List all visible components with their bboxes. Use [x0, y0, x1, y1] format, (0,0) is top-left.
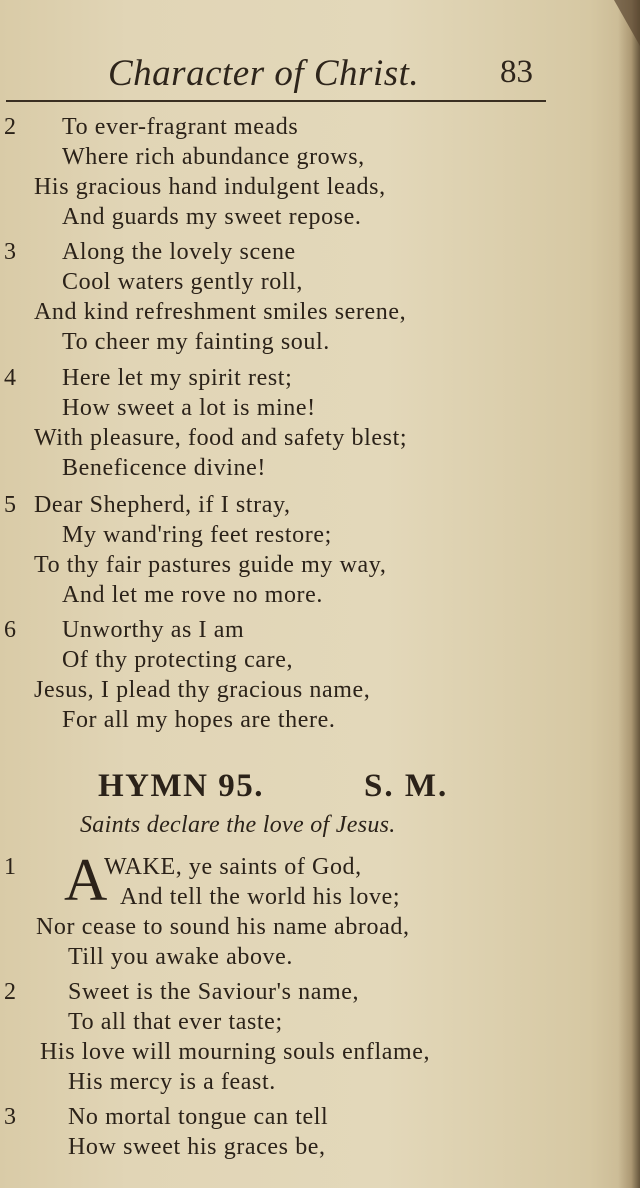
verse-line: And guards my sweet repose.	[62, 204, 362, 230]
stanza-number: 5	[4, 492, 16, 518]
verse-line: His gracious hand indulgent leads,	[34, 174, 386, 200]
verse-line: And let me rove no more.	[62, 582, 323, 608]
verse-line: Of thy protecting care,	[62, 647, 294, 673]
stanza-number: 1	[4, 854, 16, 880]
verse-line: With pleasure, food and safety blest;	[34, 425, 408, 451]
page-number: 83	[500, 54, 533, 90]
verse-line: For all my hopes are there.	[62, 707, 336, 733]
verse-line: His mercy is a feast.	[68, 1069, 276, 1095]
hymn-subtitle: Saints declare the love of Jesus.	[80, 812, 396, 838]
verse-line: Where rich abundance grows,	[62, 144, 365, 170]
verse-line: To ever-fragrant meads	[62, 114, 299, 140]
verse-line: Dear Shepherd, if I stray,	[34, 492, 291, 518]
verse-line: And tell the world his love;	[120, 884, 401, 910]
page-edge-shadow	[618, 0, 640, 1188]
verse-line: No mortal tongue can tell	[68, 1104, 329, 1130]
stanza-number: 2	[4, 114, 16, 140]
verse-line: How sweet a lot is mine!	[62, 395, 316, 421]
verse-line: To all that ever taste;	[68, 1009, 283, 1035]
hymn-meter: S. M.	[364, 768, 449, 804]
verse-line: Along the lovely scene	[62, 239, 296, 265]
running-head	[0, 52, 640, 96]
hymn-number: HYMN 95.	[98, 768, 264, 804]
page-corner	[614, 0, 640, 46]
verse-line: To thy fair pastures guide my way,	[34, 552, 387, 578]
verse-line: And kind refreshment smiles serene,	[34, 299, 407, 325]
stanza-number: 4	[4, 365, 16, 391]
running-head-title: Character of Christ.	[108, 53, 420, 94]
verse-line: How sweet his graces be,	[68, 1134, 326, 1160]
verse-line: WAKE, ye saints of God,	[104, 854, 362, 880]
hymn-heading	[0, 768, 640, 812]
verse-line: Here let my spirit rest;	[62, 365, 293, 391]
verse-line: To cheer my fainting soul.	[62, 329, 330, 355]
drop-cap: A	[64, 847, 108, 913]
verse-line: Nor cease to sound his name abroad,	[36, 914, 410, 940]
verse-line: His love will mourning souls enflame,	[40, 1039, 431, 1065]
verse-line: Unworthy as I am	[62, 617, 245, 643]
stanza-number: 3	[4, 1104, 16, 1130]
stanza-number: 2	[4, 979, 16, 1005]
verse-line: Cool waters gently roll,	[62, 269, 304, 295]
verse-line: Sweet is the Saviour's name,	[68, 979, 360, 1005]
header-rule	[6, 100, 546, 102]
stanza-number: 3	[4, 239, 16, 265]
verse-line: Till you awake above.	[68, 944, 294, 970]
verse-line: Beneficence divine!	[62, 455, 266, 481]
verse-line: Jesus, I plead thy gracious name,	[34, 677, 371, 703]
verse-line: My wand'ring feet restore;	[62, 522, 332, 548]
stanza-number: 6	[4, 617, 16, 643]
